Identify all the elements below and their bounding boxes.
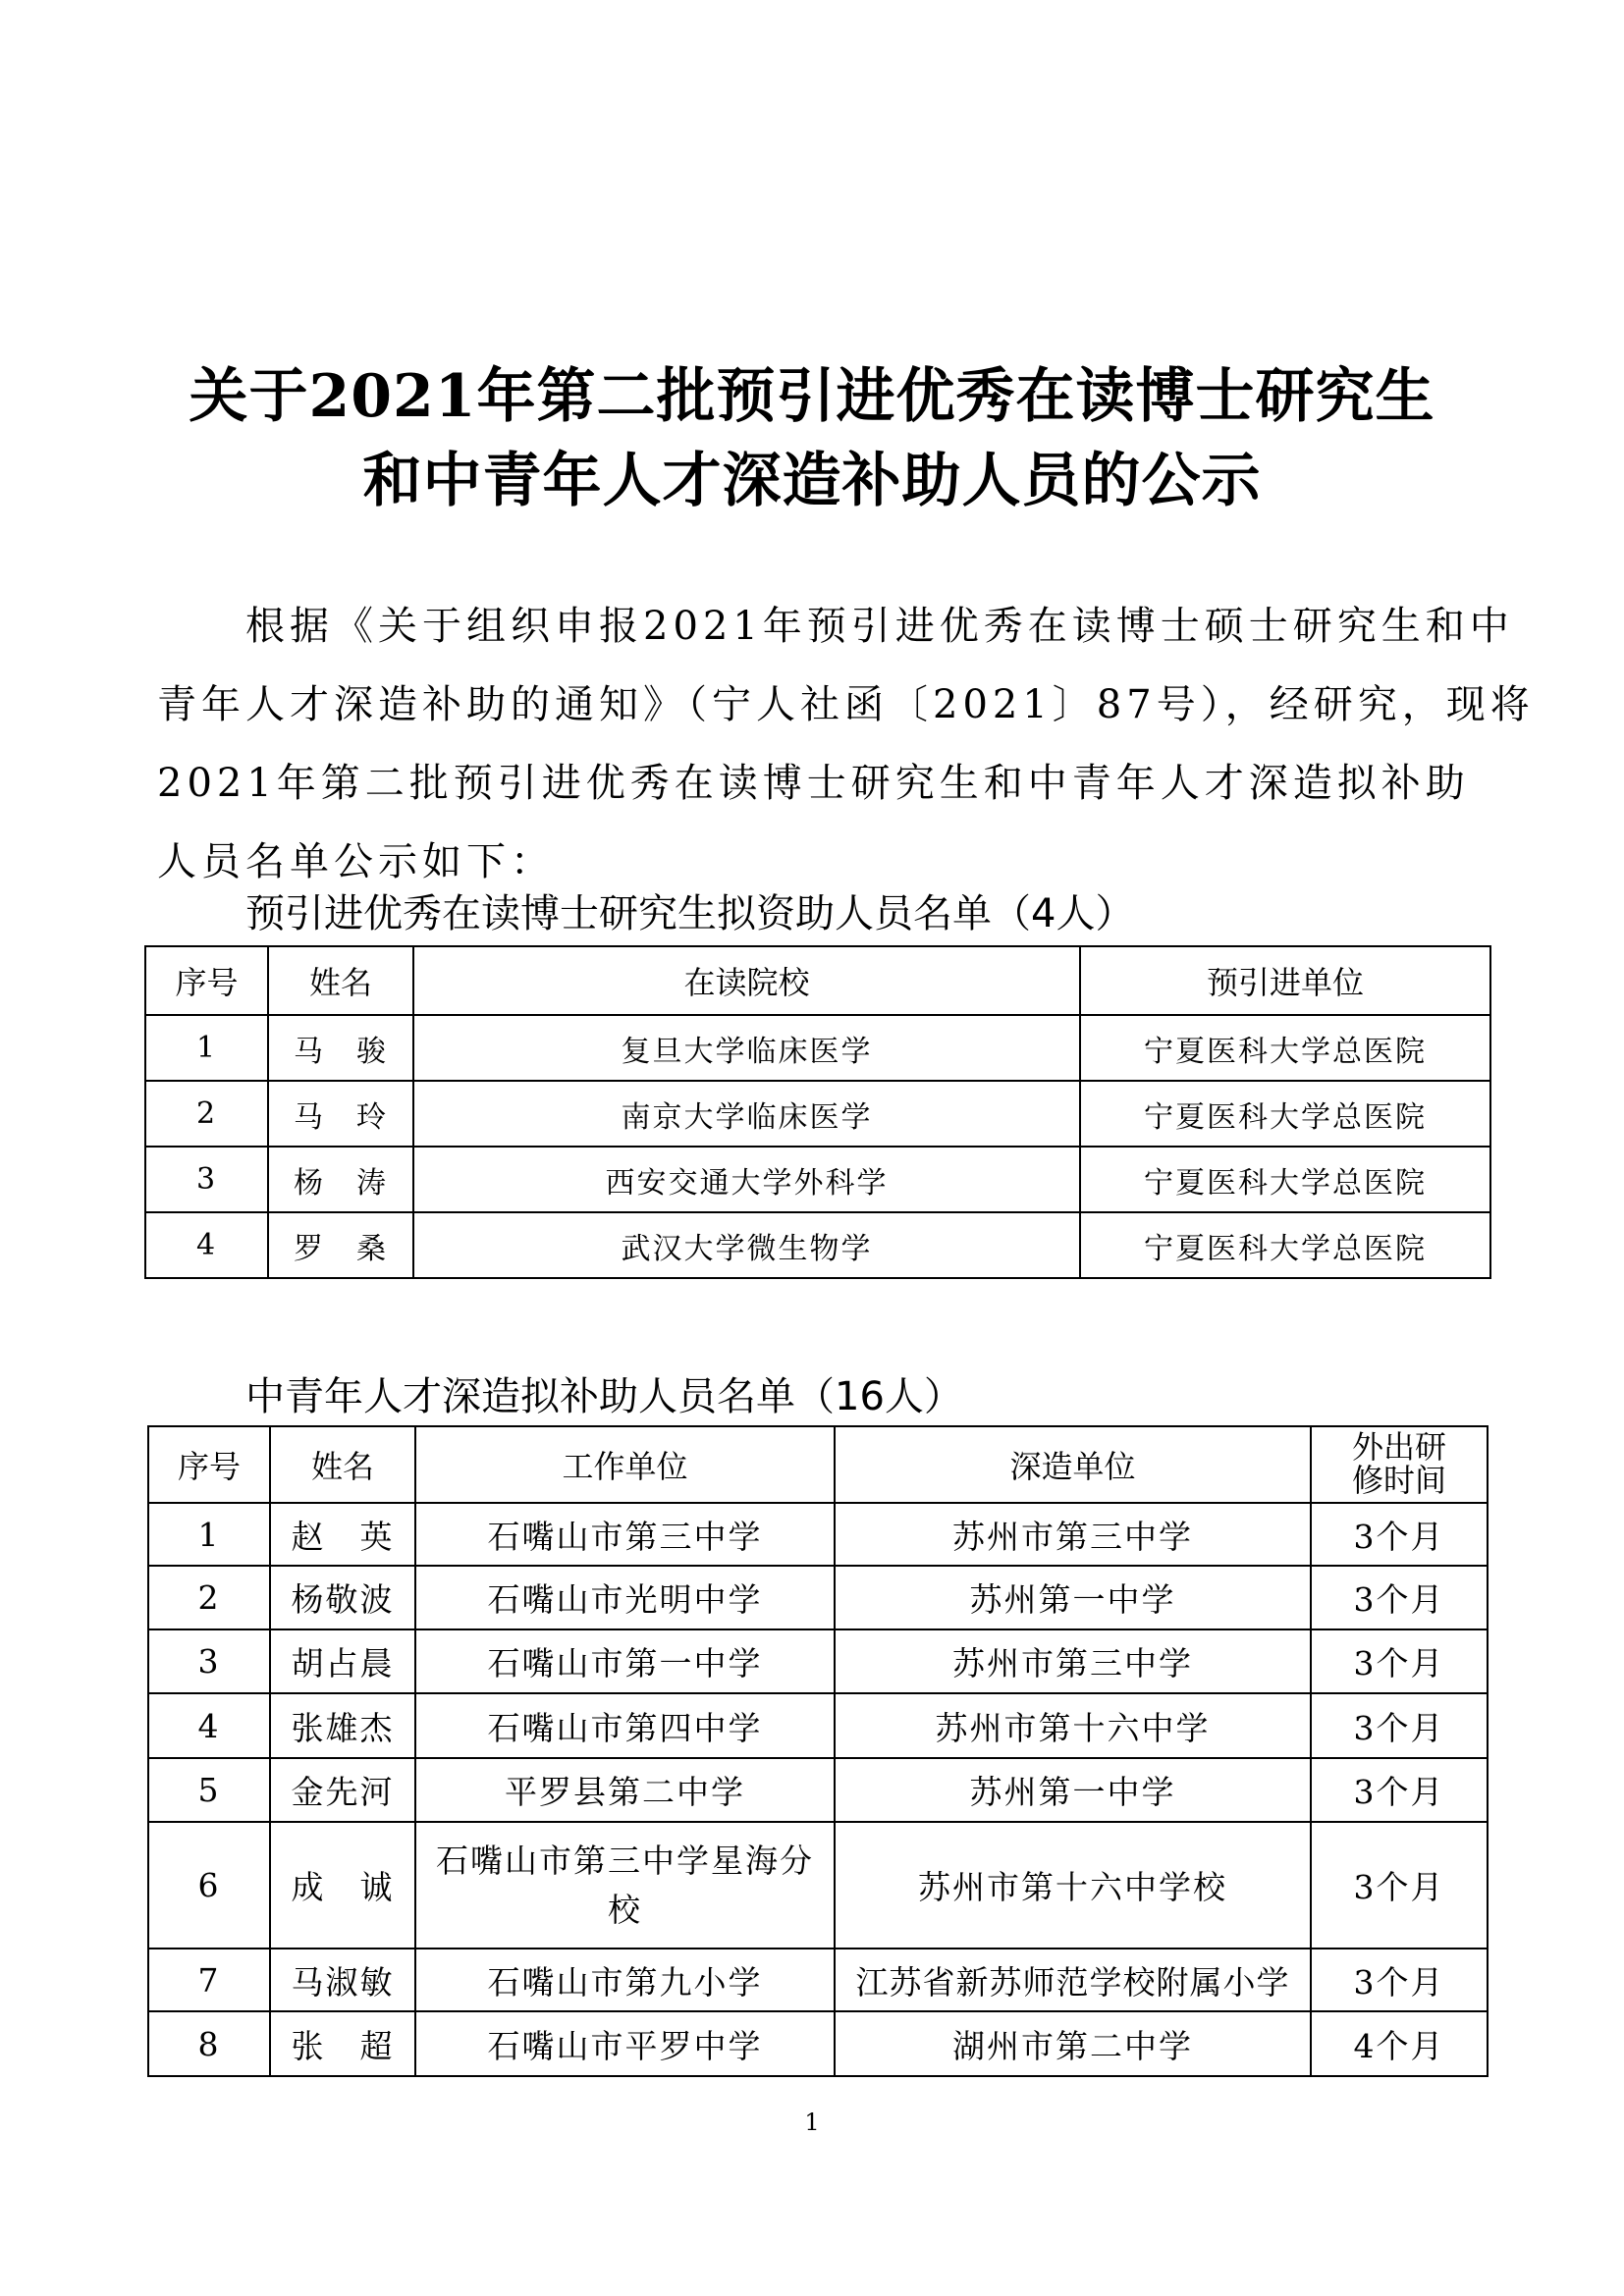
cell-work-unit (415, 1822, 835, 1949)
cell-work-unit-text: 石嘴山市第三中学星海分校 (436, 1841, 814, 1929)
cell-work-unit: 石嘴山市第四中学 (415, 1693, 835, 1758)
cell-duration: 3个月 (1311, 1758, 1488, 1822)
cell-index: 3 (145, 1147, 268, 1212)
cell-unit: 宁夏医科大学总医院 (1080, 1015, 1490, 1081)
cell-training-unit: 苏州市第三中学 (835, 1503, 1311, 1566)
table-header-row (145, 946, 1490, 1015)
cell-index: 2 (148, 1566, 270, 1629)
cell-name: 张 超 (270, 2011, 415, 2076)
intro-line-3: 2021年第二批预引进优秀在读博士研究生和中青年人才深造拟补助 (157, 761, 1470, 806)
cell-name: 金先河 (270, 1758, 415, 1822)
cell-work-unit: 石嘴山市第九小学 (415, 1949, 835, 2011)
cell-index: 5 (148, 1758, 270, 1822)
cell-training-unit: 苏州第一中学 (835, 1758, 1311, 1822)
cell-duration: 3个月 (1311, 1693, 1488, 1758)
table2-caption: 中青年人才深造拟补助人员名单（16人） (245, 1374, 963, 1419)
cell-index: 7 (148, 1949, 270, 2011)
cell-training-unit: 江苏省新苏师范学校附属小学 (835, 1949, 1311, 2011)
cell-index: 8 (148, 2011, 270, 2076)
cell-index: 4 (145, 1212, 268, 1278)
cell-unit: 宁夏医科大学总医院 (1080, 1212, 1490, 1278)
table-row (148, 1566, 1488, 1629)
cell-work-unit: 石嘴山市光明中学 (415, 1566, 835, 1629)
cell-training-unit: 苏州第一中学 (835, 1566, 1311, 1629)
cell-school: 武汉大学微生物学 (413, 1212, 1080, 1278)
cell-index: 1 (145, 1015, 268, 1081)
cell-name: 罗 桑 (268, 1212, 413, 1278)
table-row (148, 1822, 1488, 1949)
cell-unit: 宁夏医科大学总医院 (1080, 1081, 1490, 1147)
cell-training-unit: 苏州市第三中学 (835, 1629, 1311, 1693)
cell-school: 复旦大学临床医学 (413, 1015, 1080, 1081)
cell-training-unit: 苏州市第十六中学校 (835, 1822, 1311, 1949)
cell-index: 1 (148, 1503, 270, 1566)
cell-duration: 3个月 (1311, 1629, 1488, 1693)
header-duration (1311, 1426, 1488, 1503)
cell-training-unit: 湖州市第二中学 (835, 2011, 1311, 2076)
cell-name: 张雄杰 (270, 1693, 415, 1758)
cell-duration: 4个月 (1311, 2011, 1488, 2076)
cell-work-unit: 平罗县第二中学 (415, 1758, 835, 1822)
cell-duration: 3个月 (1311, 1822, 1488, 1949)
header-work-unit: 工作单位 (415, 1426, 835, 1503)
table-row (145, 1147, 1490, 1212)
table-row (148, 2011, 1488, 2076)
cell-name: 赵 英 (270, 1503, 415, 1566)
table-header-row (148, 1426, 1488, 1503)
header-duration-label: 外出研修时间 (1351, 1428, 1446, 1499)
cell-duration: 3个月 (1311, 1566, 1488, 1629)
table-row (148, 1503, 1488, 1566)
table-row (145, 1015, 1490, 1081)
header-unit: 预引进单位 (1080, 946, 1490, 1015)
table-row (145, 1081, 1490, 1147)
intro-line-1: 根据《关于组织申报2021年预引进优秀在读博士硕士研究生和中 (245, 604, 1514, 649)
cell-name: 胡占晨 (270, 1629, 415, 1693)
document-title-line-1: 关于2021年第二批预引进优秀在读博士研究生 (189, 362, 1435, 431)
cell-name: 马 骏 (268, 1015, 413, 1081)
header-school: 在读院校 (413, 946, 1080, 1015)
cell-index: 2 (145, 1081, 268, 1147)
table1-caption: 预引进优秀在读博士研究生拟资助人员名单（4人） (245, 891, 1135, 936)
header-name: 姓名 (268, 946, 413, 1015)
cell-name: 杨 涛 (268, 1147, 413, 1212)
cell-work-unit: 石嘴山市第三中学 (415, 1503, 835, 1566)
document-title-line-2: 和中青年人才深造补助人员的公示 (362, 447, 1262, 515)
intro-line-4: 人员名单公示如下： (157, 839, 555, 884)
cell-index: 3 (148, 1629, 270, 1693)
page-number: 1 (804, 2109, 820, 2136)
cell-name: 成 诚 (270, 1822, 415, 1949)
cell-name: 杨敬波 (270, 1566, 415, 1629)
table-row (148, 1693, 1488, 1758)
header-index: 序号 (148, 1426, 270, 1503)
cell-index: 4 (148, 1693, 270, 1758)
scholar-table (144, 945, 1491, 1279)
table-row (145, 1212, 1490, 1278)
cell-name: 马 玲 (268, 1081, 413, 1147)
cell-name: 马淑敏 (270, 1949, 415, 2011)
cell-training-unit: 苏州市第十六中学 (835, 1693, 1311, 1758)
header-training-unit: 深造单位 (835, 1426, 1311, 1503)
table-row (148, 1758, 1488, 1822)
header-name: 姓名 (270, 1426, 415, 1503)
training-table (147, 1425, 1489, 2077)
cell-duration: 3个月 (1311, 1503, 1488, 1566)
cell-index: 6 (148, 1822, 270, 1949)
cell-work-unit: 石嘴山市平罗中学 (415, 2011, 835, 2076)
intro-line-2: 青年人才深造补助的通知》（宁人社函〔2021〕87号），经研究，现将 (157, 682, 1535, 727)
header-index: 序号 (145, 946, 268, 1015)
cell-work-unit: 石嘴山市第一中学 (415, 1629, 835, 1693)
cell-duration: 3个月 (1311, 1949, 1488, 2011)
cell-school: 西安交通大学外科学 (413, 1147, 1080, 1212)
cell-school: 南京大学临床医学 (413, 1081, 1080, 1147)
cell-unit: 宁夏医科大学总医院 (1080, 1147, 1490, 1212)
table-row (148, 1629, 1488, 1693)
table-row (148, 1949, 1488, 2011)
